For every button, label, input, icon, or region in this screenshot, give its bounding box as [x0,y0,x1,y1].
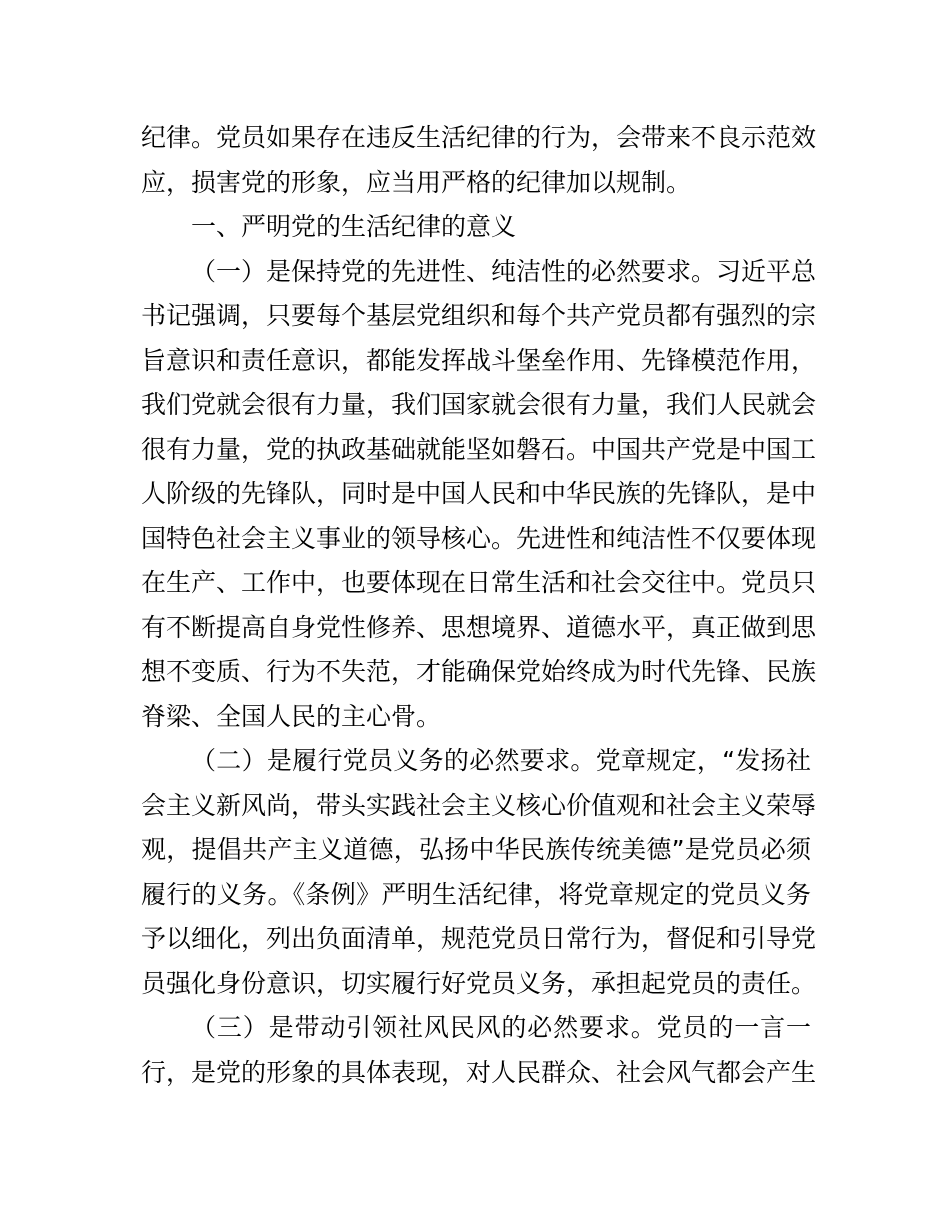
text-line: 员强化身份意识，切实履行好党员义务，承担起党员的责任。 [141,968,817,998]
text-line: 会主义新风尚，带头实践社会主义核心价值观和社会主义荣辱 [141,790,817,820]
text-line: 很有力量，党的执政基础就能坚如磐石。中国共产党是中国工 [141,434,817,464]
text-line: 观，提倡共产主义道德，弘扬中华民族传统美德”是党员必须 [141,835,811,864]
text-line: 想不变质、行为不失范，才能确保党始终成为时代先锋、民族 [141,657,817,686]
section-heading: 一、严明党的生活纪律的意义 [191,212,517,241]
text-line: 脊梁、全国人民的主心骨。 [141,701,442,731]
paragraph-heading-line: （二）是履行党员义务的必然要求。党章规定，“发扬社 [191,746,811,775]
text-line: 履行的义务。《条例》严明生活纪律，将党章规定的党员义务 [141,879,811,909]
text-line: 旨意识和责任意识，都能发挥战斗堡垒作用、先锋模范作用， [141,345,817,375]
text-line: 予以细化，列出负面清单，规范党员日常行为，督促和引导党 [141,924,817,953]
text-line: 应，损害党的形象，应当用严格的纪律加以规制。 [141,167,692,197]
document-page [141,116,817,1095]
text-line: 书记强调，只要每个基层党组织和每个共产党员都有强烈的宗 [141,301,817,330]
paragraph-heading-line: （一）是保持党的先进性、纯洁性的必然要求。习近平总 [191,256,817,286]
text-line: 纪律。党员如果存在违反生活纪律的行为，会带来不良示范效 [141,123,817,152]
text-line: 我们党就会很有力量，我们国家就会很有力量，我们人民就会 [141,390,817,419]
paragraph-heading-line: （三）是带动引领社风民风的必然要求。党员的一言一 [191,1013,811,1042]
text-line: 人阶级的先锋队，同时是中国人民和中华民族的先锋队，是中 [141,479,817,508]
text-line: 行，是党的形象的具体表现，对人民群众、社会风气都会产生 [141,1057,817,1087]
text-line: 国特色社会主义事业的领导核心。先进性和纯洁性不仅要体现 [141,523,817,553]
text-line: 在生产、工作中，也要体现在日常生活和社会交往中。党员只 [141,568,817,597]
text-line: 有不断提高自身党性修养、思想境界、道德水平，真正做到思 [141,612,817,642]
